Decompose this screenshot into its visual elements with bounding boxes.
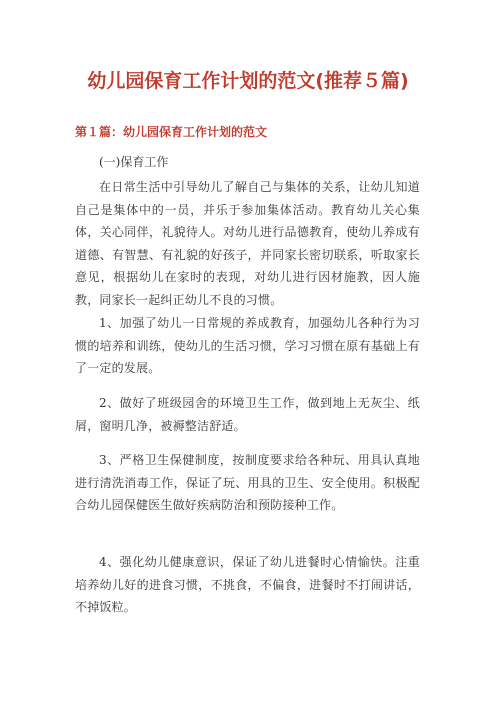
paragraph-intro: 在日常生活中引导幼儿了解自己与集体的关系，让幼儿知道自己是集体中的一员，并乐于参加集体活动。教育幼儿关心集体，关心同伴，礼貌待人。对幼儿进行品德教育，使幼儿养成有道德、有智慧、有礼貌的好孩子，并同家长密切联系，听取家长意见，根据幼儿在家时的表现，对幼儿进行因材施教，因人施教，同家长一起纠正幼儿不良的习惯。 xyxy=(75,180,420,307)
paragraph-item-1: 1、加强了幼儿一日常规的养成教育，加强幼儿各种行为习惯的培养和训练，使幼儿的生活习惯，学习习惯在原有基础上有了一定的发展。 xyxy=(75,316,420,376)
section-heading: 第１篇：幼儿园保育工作计划的范文 xyxy=(75,125,268,139)
document-title: 幼儿园保育工作计划的范文(推荐５篇) xyxy=(87,70,409,92)
sub-heading: (一)保育工作 xyxy=(99,155,169,169)
paragraph-item-3: 3、严格卫生保健制度，按制度要求给各种玩、用具认真地进行清洗消毒工作，保证了玩、用具的卫生、安全使用。积极配合幼儿园保健医生做好疾病防治和预防接种工作。 xyxy=(75,453,420,513)
paragraph-item-4: 4、强化幼儿健康意识，保证了幼儿进餐时心情愉快。注重培养幼儿好的进食习惯，不挑食，不偏食，进餐时不打闹讲话，不掉饭粒。 xyxy=(75,555,420,615)
paragraph-item-2: 2、做好了班级园舍的环境卫生工作，做到地上无灰尘、纸屑，窗明几净，被褥整洁舒适。 xyxy=(75,396,420,433)
